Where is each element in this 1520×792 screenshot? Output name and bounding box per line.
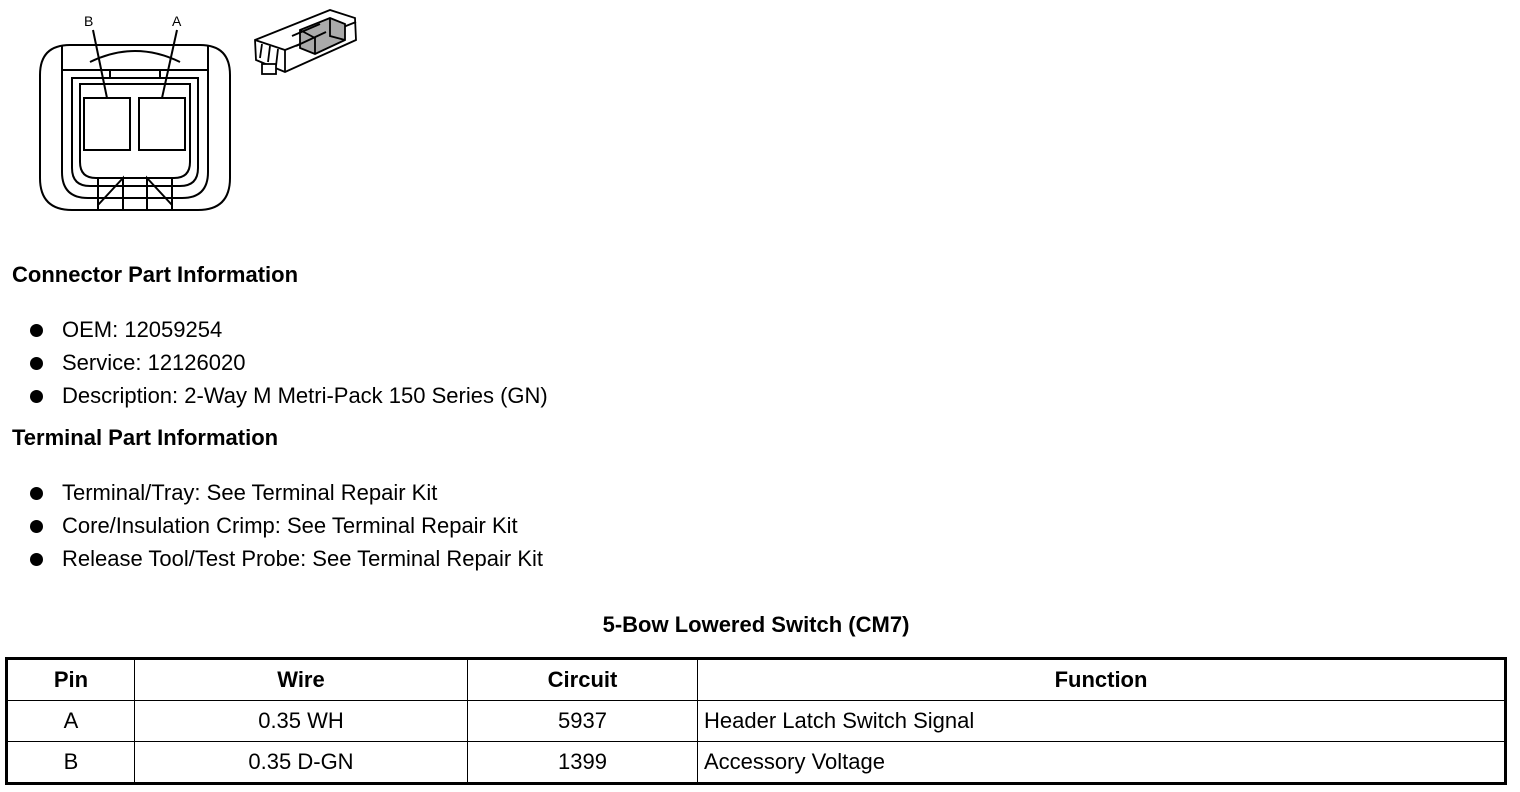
cell-circuit: 5937 xyxy=(468,701,698,742)
connector-3d-icon xyxy=(255,10,356,74)
connector-part-heading: Connector Part Information xyxy=(12,262,299,287)
bullet-icon xyxy=(30,357,43,370)
list-item: Core/Insulation Crimp: See Terminal Repair Kit xyxy=(30,512,543,545)
header-circuit: Circuit xyxy=(468,659,698,701)
pin-label-a: A xyxy=(172,13,182,29)
cell-pin: B xyxy=(7,742,135,784)
table-row xyxy=(7,701,1506,742)
list-item: Release Tool/Test Probe: See Terminal Repair Kit xyxy=(30,545,543,578)
pin-table xyxy=(5,657,1507,785)
list-item: Service: 12126020 xyxy=(30,349,548,382)
connector-part-list xyxy=(30,316,548,415)
bullet-icon xyxy=(30,520,43,533)
header-function: Function xyxy=(698,659,1506,701)
list-item: Description: 2-Way M Metri-Pack 150 Series (GN) xyxy=(30,382,548,415)
leader-line-a xyxy=(162,30,177,98)
terminal-part-list xyxy=(30,479,543,578)
bullet-icon xyxy=(30,487,43,500)
header-wire: Wire xyxy=(135,659,468,701)
bullet-icon xyxy=(30,324,43,337)
cavity-b xyxy=(84,98,130,150)
terminal-part-heading: Terminal Part Information xyxy=(12,425,279,450)
header-pin: Pin xyxy=(7,659,135,701)
bullet-icon xyxy=(30,553,43,566)
list-item: OEM: 12059254 xyxy=(30,316,548,349)
pin-label-b: B xyxy=(84,13,94,29)
table-row xyxy=(7,742,1506,784)
cell-function: Accessory Voltage xyxy=(698,742,1506,784)
connector-diagram xyxy=(0,0,380,220)
cell-function: Header Latch Switch Signal xyxy=(698,701,1506,742)
cell-wire: 0.35 D-GN xyxy=(135,742,468,784)
cavity-a xyxy=(139,98,185,150)
cell-circuit: 1399 xyxy=(468,742,698,784)
cell-pin: A xyxy=(7,701,135,742)
list-item: Terminal/Tray: See Terminal Repair Kit xyxy=(30,479,543,512)
table-header-row xyxy=(7,659,1506,701)
leader-line-b xyxy=(93,30,107,98)
cell-wire: 0.35 WH xyxy=(135,701,468,742)
bullet-icon xyxy=(30,390,43,403)
pin-table-title: 5-Bow Lowered Switch (CM7) xyxy=(602,612,910,637)
